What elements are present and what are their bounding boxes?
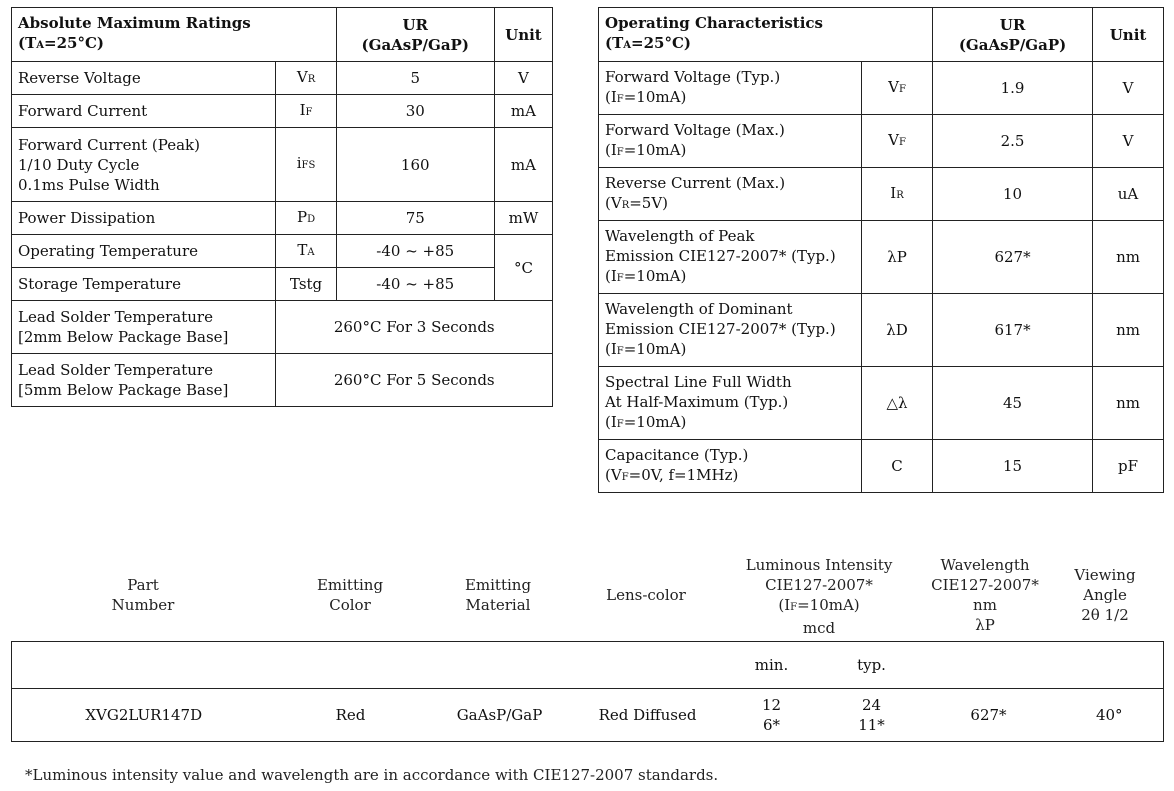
symbol: IR (862, 168, 933, 221)
param-label: Reverse Current (Max.) (VR=5V) (599, 168, 862, 221)
amr-ur-header: UR (GaAsP/GaP) (336, 8, 494, 62)
param-label: Power Dissipation (12, 202, 276, 235)
value: 15 (933, 440, 1093, 493)
oc-title-cell (599, 8, 933, 62)
table-row (599, 367, 1164, 440)
footnote: *Luminous intensity value and wavelength are in accordance with CIE127-2007 standards. (25, 766, 719, 784)
value: 160 (336, 128, 494, 202)
param-label: Lead Solder Temperature [2mm Below Package Base] (12, 301, 276, 354)
typ-label: typ. (822, 642, 922, 689)
unit: V (1093, 115, 1164, 168)
value: 75 (336, 202, 494, 235)
wavelength-value: 627* (922, 689, 1056, 742)
symbol: △λ (862, 367, 933, 440)
param-label: Forward Current (12, 95, 276, 128)
symbol: iFS (276, 128, 336, 202)
oc-condition: (TA=25°C) (605, 34, 692, 52)
unit: nm (1093, 367, 1164, 440)
absolute-max-ratings-table (11, 7, 553, 407)
symbol: PD (276, 202, 336, 235)
param-label: Wavelength of Peak Emission CIE127-2007* (Typ.) (IF=10mA) (599, 221, 862, 294)
param-label: Lead Solder Temperature [5mm Below Package Base] (12, 354, 276, 407)
value: 260°C For 3 Seconds (276, 301, 553, 354)
table-row (599, 62, 1164, 115)
header-emitting-color: Emitting Color (316, 576, 384, 614)
table-row (599, 221, 1164, 294)
lens-color: Red Diffused (574, 689, 722, 742)
table-row (12, 235, 553, 268)
table-row (599, 294, 1164, 367)
unit: mW (494, 202, 552, 235)
unit: pF (1093, 440, 1164, 493)
table-row (12, 95, 553, 128)
table-row (12, 689, 1164, 742)
symbol: λP (862, 221, 933, 294)
amr-title: Absolute Maximum Ratings (18, 14, 251, 32)
unit: mA (494, 95, 552, 128)
table-row (12, 354, 553, 407)
emitting-color: Red (276, 689, 426, 742)
symbol: VF (862, 62, 933, 115)
min-label: min. (722, 642, 822, 689)
param-label: Storage Temperature (12, 268, 276, 301)
param-label: Reverse Voltage (12, 62, 276, 95)
unit: nm (1093, 294, 1164, 367)
header-wavelength: Wavelength CIE127-2007* nm λP (931, 556, 1039, 634)
symbol: VF (862, 115, 933, 168)
param-label: Spectral Line Full Width At Half-Maximum (Typ.) (IF=10mA) (599, 367, 862, 440)
table-row (12, 202, 553, 235)
operating-characteristics-table (598, 7, 1164, 493)
oc-title: Operating Characteristics (605, 14, 824, 32)
unit: uA (1093, 168, 1164, 221)
table-row (599, 115, 1164, 168)
header-emitting-material: Emitting Material (464, 576, 532, 614)
unit: nm (1093, 221, 1164, 294)
value: 45 (933, 367, 1093, 440)
intensity-typ: 24 11* (822, 689, 922, 742)
value: 10 (933, 168, 1093, 221)
symbol: λD (862, 294, 933, 367)
header-lens-color: Lens-color (606, 586, 686, 604)
value: 5 (336, 62, 494, 95)
value: -40 ~ +85 (336, 235, 494, 268)
table-row (599, 440, 1164, 493)
viewing-angle-value: 40° (1056, 689, 1164, 742)
header-part-number: Part Number (111, 576, 175, 614)
oc-unit-header: Unit (1093, 8, 1164, 62)
table-row (12, 128, 553, 202)
value: 2.5 (933, 115, 1093, 168)
unit: mA (494, 128, 552, 202)
table-row (12, 268, 553, 301)
table-row (12, 301, 553, 354)
table-row (599, 168, 1164, 221)
value: 617* (933, 294, 1093, 367)
param-label: Forward Current (Peak) 1/10 Duty Cycle 0.1ms Pulse Width (12, 128, 276, 202)
intensity-min: 12 6* (722, 689, 822, 742)
amr-condition: (TA=25°C) (18, 34, 105, 52)
part-number-table (11, 641, 1164, 742)
value: 1.9 (933, 62, 1093, 115)
value: 30 (336, 95, 494, 128)
unit: °C (494, 235, 552, 301)
param-label: Forward Voltage (Max.) (IF=10mA) (599, 115, 862, 168)
table-row (12, 62, 553, 95)
param-label: Wavelength of Dominant Emission CIE127-2007* (Typ.) (IF=10mA) (599, 294, 862, 367)
param-label: Capacitance (Typ.) (VF=0V, f=1MHz) (599, 440, 862, 493)
oc-ur-header: UR (GaAsP/GaP) (933, 8, 1093, 62)
param-label: Forward Voltage (Typ.) (IF=10mA) (599, 62, 862, 115)
emitting-material: GaAsP/GaP (426, 689, 574, 742)
unit: V (494, 62, 552, 95)
symbol: Tstg (276, 268, 336, 301)
header-viewing-angle: Viewing Angle 2θ 1/2 (1074, 566, 1136, 624)
value: 627* (933, 221, 1093, 294)
value: 260°C For 5 Seconds (276, 354, 553, 407)
amr-title-cell (12, 8, 337, 62)
value: -40 ~ +85 (336, 268, 494, 301)
unit: V (1093, 62, 1164, 115)
part-table-header (11, 555, 1163, 641)
amr-unit-header: Unit (494, 8, 552, 62)
header-luminous-intensity: Luminous Intensity CIE127-2007* (IF=10mA) mcd (745, 556, 893, 637)
part-number: XVG2LUR147D (12, 689, 276, 742)
symbol: C (862, 440, 933, 493)
symbol: IF (276, 95, 336, 128)
symbol: VR (276, 62, 336, 95)
symbol: TA (276, 235, 336, 268)
param-label: Operating Temperature (12, 235, 276, 268)
